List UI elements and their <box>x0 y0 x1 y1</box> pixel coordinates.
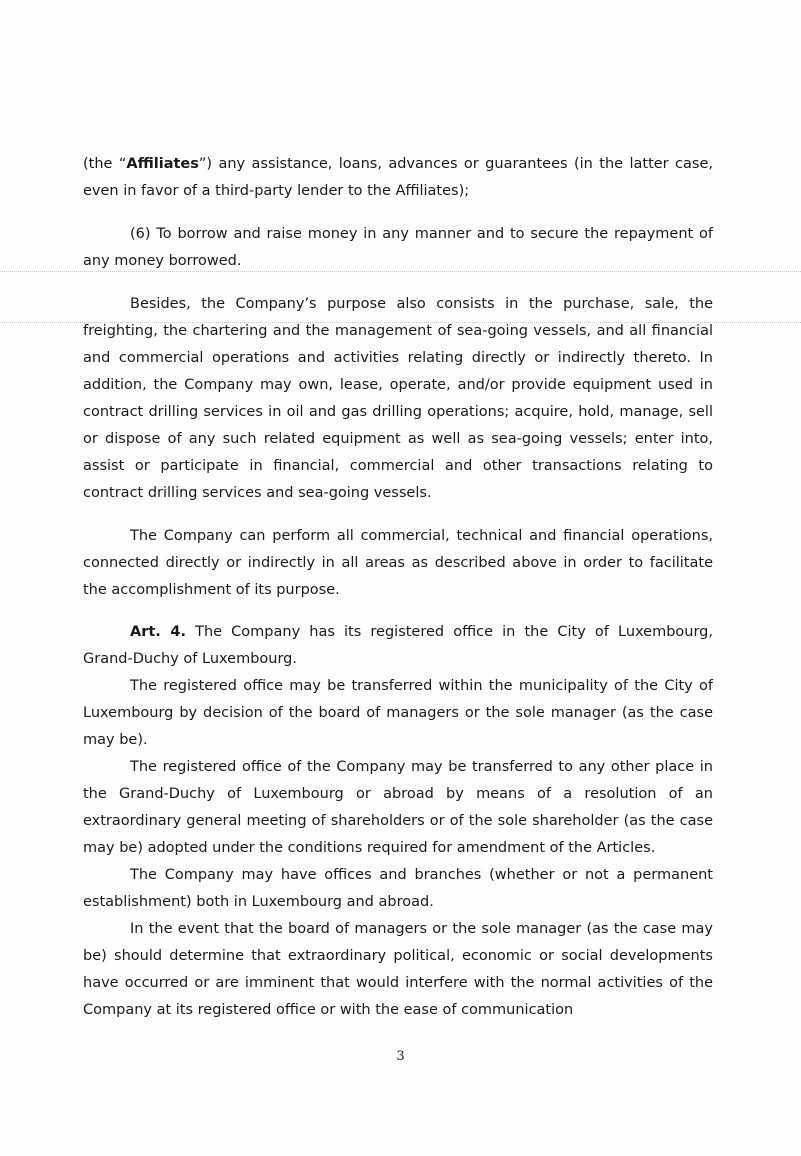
paragraph-office-transfer-municipality: The registered office may be transferred within the municipality of the City of Luxembourg by decision of the board of managers or the sole manager (as the case may be). <box>83 678 713 748</box>
paragraph-operations: The Company can perform all commercial, technical and financial operations, connected directly or indirectly in all areas as described above in order to facilitate the accomplishment of its purpose. <box>83 528 713 598</box>
paragraph-text: ”) any assistance, loans, advances or guarantees (in the latter case, even in favor of a third-party lender to the Affiliates); <box>83 156 713 199</box>
paragraph-office-transfer-abroad: The registered office of the Company may be transferred to any other place in the Grand-Duchy of Luxembourg or abroad by means of a resolution of an extraordinary general meeting of shareholders or of the sole shareholder (as the case may be) adopted under the conditions required for amendment of the Articles. <box>83 759 713 856</box>
page-number: 3 <box>396 1049 405 1064</box>
paragraph-offices-branches: The Company may have offices and branches (whether or not a permanent establishment) both in Luxembourg and abroad. <box>83 867 713 910</box>
paragraph-affiliates <box>83 151 713 205</box>
paragraph-text: (the “ <box>83 156 127 172</box>
paragraph-text: The Company has its registered office in the City of Luxembourg, Grand-Duchy of Luxembourg. <box>83 624 713 667</box>
paragraph-borrow-money: (6) To borrow and raise money in any manner and to secure the repayment of any money borrowed. <box>83 226 713 269</box>
paragraph-extraordinary-events: In the event that the board of managers or the sole manager (as the case may be) should determine that extraordinary political, economic or social developments have occurred or are imminent that would interfere with the normal activities of the Company at its registered office or with the ease of communication <box>83 921 713 1018</box>
document-body <box>83 151 713 1024</box>
defined-term-affiliates: Affiliates <box>126 156 199 172</box>
article-heading: Art. 4. <box>130 624 186 640</box>
paragraph-company-purpose: Besides, the Company’s purpose also consists in the purchase, sale, the freighting, the chartering and the management of sea-going vessels, and all financial and commercial operations and activities relating directly or indirectly thereto. In addition, the Company may own, lease, operate, and/or provide equipment used in contract drilling services in oil and gas drilling operations; acquire, hold, manage, sell or dispose of any such related equipment as well as sea-going vessels; enter into, assist or participate in financial, commercial and other transactions relating to contract drilling services and sea-going vessels. <box>83 296 713 501</box>
paragraph-article-4 <box>83 619 713 673</box>
